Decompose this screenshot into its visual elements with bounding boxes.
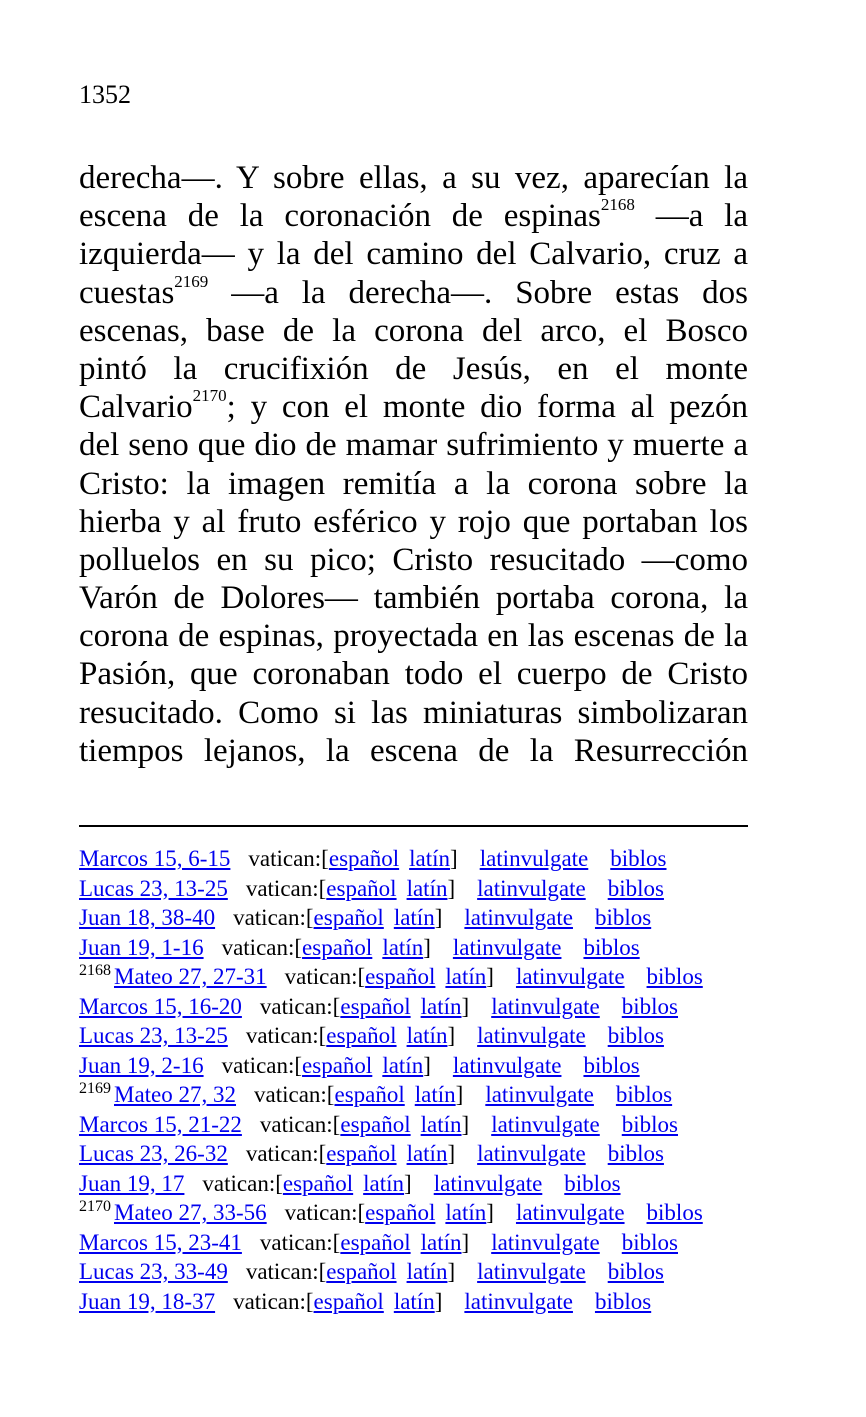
vatican-espanol-link[interactable]: español [334,1082,405,1107]
body-text-segment: —a la derecha—. Sobre estas dos [208,274,748,311]
biblos-link[interactable]: biblos [607,1023,664,1048]
vatican-espanol-link[interactable]: español [326,1259,397,1284]
vatican-label: vatican:[ [233,1288,314,1314]
footnote-line-numbered [79,1198,759,1228]
vatican-latin-link[interactable]: latín [420,1229,462,1255]
scripture-reference-link[interactable]: Marcos 15, 21-22 [79,1111,242,1137]
vatican-espanol-link[interactable]: español [313,1288,384,1314]
body-line [79,732,748,770]
body-text-segment: derecha—. Y sobre ellas, a su vez, aparecían la [79,160,748,196]
vatican-latin-link[interactable]: latín [420,1111,462,1137]
body-text-segment: escena de la coronación de espinas [79,198,601,235]
body-text-segment: escenas, base de la corona del arco, el Bosco [79,312,748,349]
scripture-reference-link[interactable]: Juan 19, 17 [79,1170,185,1196]
latinvulgate-link[interactable]: latinvulgate [491,993,600,1019]
latinvulgate-link[interactable]: latinvulgate [452,1052,562,1078]
vatican-close-bracket: ] [447,1023,456,1048]
body-text-segment: del seno que dio de mamar sufrimiento y muerte a [79,427,748,464]
body-line [79,197,748,235]
vatican-label: vatican:[ [245,1023,327,1048]
vatican-espanol-link[interactable]: español [313,905,384,930]
vatican-latin-link[interactable]: latín [414,1082,456,1107]
body-line [79,271,748,312]
footnote-line-numbered [79,1080,759,1110]
vatican-label: vatican:[ [221,1052,303,1078]
body-text-segment: tiempos lejanos, la escena de la Resurrección [79,732,748,769]
vatican-close-bracket: ] [423,1052,431,1078]
body-text-segment: corona de espinas, proyectada en las escenas de la [79,618,748,655]
footnote-line [79,1169,759,1199]
biblos-link[interactable]: biblos [564,1170,621,1196]
footnote-number: 2168 [79,962,111,980]
body-text-segment: —a la [634,198,748,235]
vatican-latin-link[interactable]: latín [406,875,448,901]
vatican-latin-link[interactable]: latín [445,964,487,989]
vatican-espanol-link[interactable]: español [328,846,400,871]
biblos-link[interactable]: biblos [646,1200,703,1225]
vatican-espanol-link[interactable]: español [326,875,397,901]
vatican-espanol-link[interactable]: español [282,1170,354,1196]
vatican-label: vatican:[ [221,934,303,960]
vatican-latin-link[interactable]: latín [420,993,462,1019]
vatican-label: vatican:[ [254,1082,335,1107]
scripture-reference-link[interactable]: Juan 19, 2-16 [79,1052,204,1078]
vatican-latin-link[interactable]: latín [406,1141,448,1166]
footnote-number: 2170 [79,1198,111,1216]
footnote-line [79,874,759,904]
vatican-label: vatican:[ [245,875,327,901]
body-line [79,312,748,350]
vatican-close-bracket: ] [434,1288,443,1314]
vatican-espanol-link[interactable]: español [365,964,436,989]
latinvulgate-link[interactable]: latinvulgate [477,875,586,901]
latinvulgate-link[interactable]: latinvulgate [452,934,562,960]
vatican-label: vatican:[ [284,1200,366,1225]
vatican-close-bracket: ] [461,1111,470,1137]
footnote-line [79,1139,759,1169]
biblos-link[interactable]: biblos [621,993,678,1019]
body-line [79,655,748,693]
vatican-latin-link[interactable]: latín [406,1023,448,1048]
vatican-close-bracket: ] [447,875,456,901]
vatican-espanol-link[interactable]: español [326,1023,397,1048]
vatican-close-bracket: ] [404,1170,412,1196]
body-text-segment: resucitado. Como si las miniaturas simbolizaran [79,694,748,731]
latinvulgate-link[interactable]: latinvulgate [479,846,589,871]
page-number: 1352 [79,80,131,109]
footnote-reference: 2169 [174,271,209,291]
latinvulgate-link[interactable]: latinvulgate [515,1200,625,1225]
vatican-label: vatican:[ [259,1229,341,1255]
scripture-reference-link[interactable]: Marcos 15, 16-20 [79,993,242,1019]
scripture-reference-link[interactable]: Mateo 27, 32 [114,1082,237,1107]
body-line [79,385,748,426]
vatican-latin-link[interactable]: latín [382,934,424,960]
scripture-reference-link[interactable]: Mateo 27, 27-31 [114,964,267,989]
vatican-close-bracket: ] [455,1082,464,1107]
vatican-close-bracket: ] [486,1200,494,1225]
body-line [79,694,748,732]
footnote-line [79,844,759,874]
latinvulgate-link[interactable]: latinvulgate [464,905,573,930]
vatican-latin-link[interactable]: latín [393,905,435,930]
vatican-espanol-link[interactable]: español [340,1111,411,1137]
body-line [79,350,748,388]
vatican-close-bracket: ] [486,964,494,989]
footnote-number: 2169 [79,1080,111,1098]
body-line [79,235,748,273]
body-line [79,159,748,197]
footnote-line [79,933,759,963]
body-text-segment: hierba y al fruto esférico y rojo que portaban los [79,503,748,540]
footnote-line [79,903,759,933]
body-text [79,159,748,770]
body-line [79,541,748,579]
biblos-link[interactable]: biblos [594,1288,652,1314]
scripture-reference-link[interactable]: Lucas 23, 26-32 [79,1141,228,1166]
body-line [79,579,748,617]
footnote-reference: 2168 [600,195,635,215]
vatican-latin-link[interactable]: latín [445,1200,487,1225]
vatican-close-bracket: ] [423,934,431,960]
vatican-espanol-link[interactable]: español [302,1052,373,1078]
scripture-reference-link[interactable]: Juan 19, 18-37 [79,1288,216,1314]
biblos-link[interactable]: biblos [583,934,640,960]
body-text-segment: polluelos en su pico; Cristo resucitado —como [79,541,748,578]
vatican-close-bracket: ] [450,846,458,871]
footnote-line [79,1287,759,1317]
body-line [79,465,748,503]
vatican-close-bracket: ] [447,1259,456,1284]
scripture-reference-link[interactable]: Juan 18, 38-40 [79,905,216,930]
biblos-link[interactable]: biblos [607,1259,664,1284]
vatican-latin-link[interactable]: latín [406,1259,448,1284]
body-text-segment: Calvario [79,389,193,426]
biblos-link[interactable]: biblos [610,846,667,871]
biblos-link[interactable]: biblos [607,1141,664,1166]
vatican-latin-link[interactable]: latín [409,846,451,871]
vatican-latin-link[interactable]: latín [382,1052,424,1078]
vatican-label: vatican:[ [202,1170,283,1196]
body-line [79,426,748,464]
body-line [79,503,748,541]
footnotes [79,844,759,1316]
body-text-segment: cuestas [79,274,175,311]
latinvulgate-link[interactable]: latinvulgate [491,1111,600,1137]
footnote-line [79,992,759,1022]
footnote-line [79,1257,759,1287]
footnote-line-numbered [79,962,759,992]
latinvulgate-link[interactable]: latinvulgate [515,964,625,989]
latinvulgate-link[interactable]: latinvulgate [477,1023,586,1048]
vatican-close-bracket: ] [434,905,443,930]
body-text-segment: ; y con el monte dio forma al pezón [226,389,748,426]
vatican-close-bracket: ] [461,993,470,1019]
scripture-reference-link[interactable]: Marcos 15, 6-15 [79,846,231,871]
vatican-espanol-link[interactable]: español [365,1200,436,1225]
scripture-reference-link[interactable]: Juan 19, 1-16 [79,934,204,960]
biblos-link[interactable]: biblos [583,1052,640,1078]
footnote-line [79,1051,759,1081]
vatican-espanol-link[interactable]: español [302,934,373,960]
vatican-espanol-link[interactable]: español [326,1141,397,1166]
vatican-label: vatican:[ [259,1111,341,1137]
vatican-latin-link[interactable]: latín [363,1170,405,1196]
biblos-link[interactable]: biblos [621,1111,678,1137]
scripture-reference-link[interactable]: Lucas 23, 33-49 [79,1259,228,1284]
vatican-label: vatican:[ [245,1141,327,1166]
latinvulgate-link[interactable]: latinvulgate [477,1141,586,1166]
vatican-label: vatican:[ [233,905,314,930]
vatican-close-bracket: ] [461,1229,470,1255]
vatican-label: vatican:[ [245,1259,327,1284]
latinvulgate-link[interactable]: latinvulgate [491,1229,600,1255]
biblos-link[interactable]: biblos [615,1082,673,1107]
vatican-label: vatican:[ [248,846,329,871]
body-text-segment: pintó la crucifixión de Jesús, en el monte [79,350,748,387]
footnote-line [79,1021,759,1051]
latinvulgate-link[interactable]: latinvulgate [464,1288,573,1314]
scripture-reference-link[interactable]: Lucas 23, 13-25 [79,1023,228,1048]
vatican-espanol-link[interactable]: español [340,993,411,1019]
body-line [79,617,748,655]
footnote-separator [79,825,748,827]
biblos-link[interactable]: biblos [621,1229,678,1255]
vatican-label: vatican:[ [259,993,341,1019]
scripture-reference-link[interactable]: Mateo 27, 33-56 [114,1200,267,1225]
footnote-line [79,1228,759,1258]
biblos-link[interactable]: biblos [607,875,664,901]
scripture-reference-link[interactable]: Marcos 15, 23-41 [79,1229,242,1255]
latinvulgate-link[interactable]: latinvulgate [485,1082,594,1107]
biblos-link[interactable]: biblos [646,964,703,989]
body-text-segment: Varón de Dolores— también portaba corona, la [79,580,748,617]
biblos-link[interactable]: biblos [594,905,652,930]
body-text-segment: Cristo: la imagen remitía a la corona sobre la [79,465,748,502]
body-text-segment: izquierda— y la del camino del Calvario, cruz a [79,236,748,273]
vatican-label: vatican:[ [284,964,366,989]
latinvulgate-link[interactable]: latinvulgate [477,1259,586,1284]
vatican-latin-link[interactable]: latín [393,1288,435,1314]
vatican-espanol-link[interactable]: español [340,1229,411,1255]
footnote-line [79,1110,759,1140]
footnote-reference: 2170 [192,385,227,405]
body-text-segment: Pasión, que coronaban todo el cuerpo de Cristo [79,656,748,693]
vatican-close-bracket: ] [447,1141,456,1166]
latinvulgate-link[interactable]: latinvulgate [433,1170,543,1196]
scripture-reference-link[interactable]: Lucas 23, 13-25 [79,875,228,901]
